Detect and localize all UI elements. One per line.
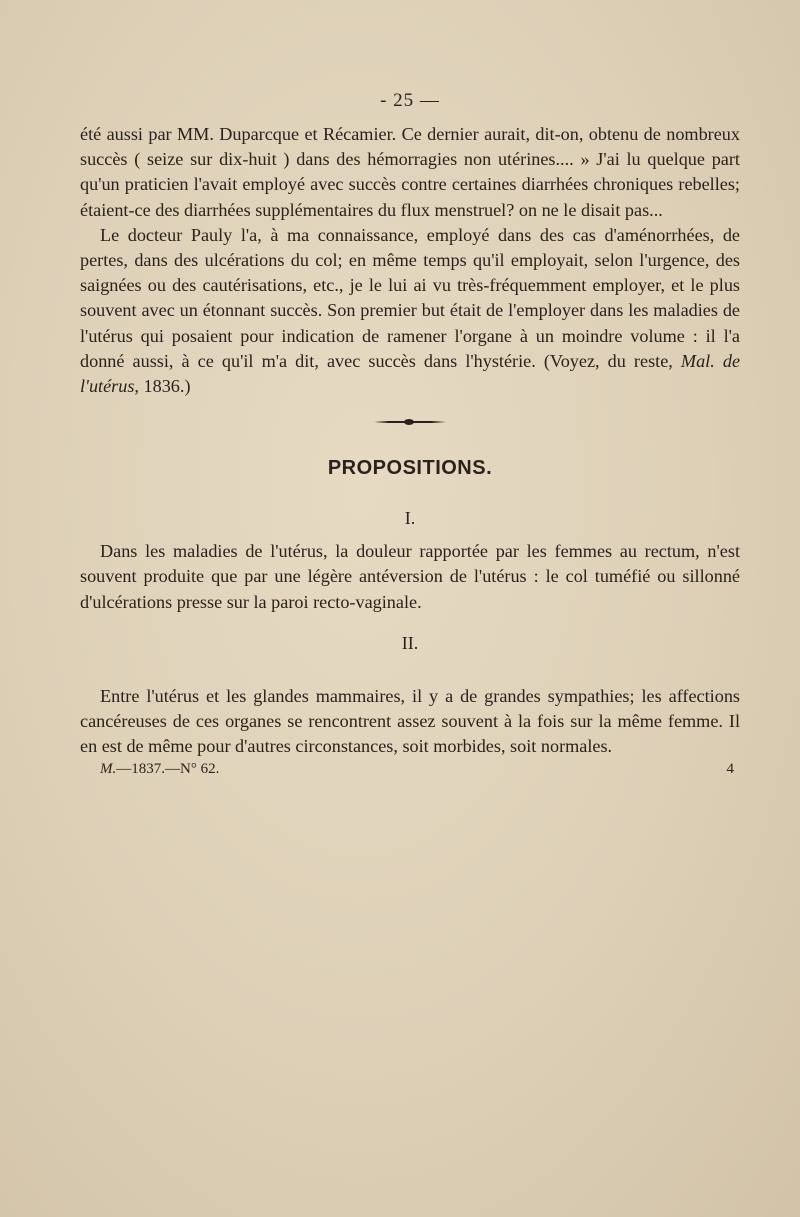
paragraph-2-text: Le docteur Pauly l'a, à ma connaissance, employé dans des cas d'aménorrhées, de pertes, dans des ulcérations du col; en même temps qu'il employait, selon l'urgence, des saignées ou des cautérisations, etc., je le lui ai vu très-fréquemment employer, et le plus souvent avec un étonnant succès. Son premier but était de l'employer dans les maladies de l'utérus qui posaient pour indication de ramener l'organe à un moindre volume : il l'a donné aussi, à ce qu'il m'a dit, avec succès dans l'hystérie. (Voyez, du reste, (80, 224, 740, 371)
footer (80, 761, 740, 785)
paragraph-2 (80, 223, 740, 399)
proposition-2-numeral: II. (401, 632, 419, 653)
printer-signature (100, 761, 219, 778)
paragraph-1: été aussi par MM. Duparcque et Récamier. Ce dernier aurait, dit-on, obtenu de nombreux succès ( seize sur dix-huit ) dans des hémorragies non utérines.... » J'ai lu quelque part qu'un praticien l'avait employé avec succès contre certaines diarrhées chroniques rebelles; étaient-ce des diarrhées supplémentaires du flux menstruel? on ne le disait pas... (80, 124, 740, 220)
proposition-1-numeral: I. (404, 508, 416, 529)
reference-after: , 1836.) (134, 376, 191, 397)
reference-title: Mal. de l'utérus (80, 350, 741, 397)
signature-rest: —1837.—N° 62. (116, 761, 220, 778)
sheet-number: 4 (726, 761, 734, 778)
proposition-1-text: Dans les maladies de l'utérus, la douleur rapportée par les femmes au rectum, n'est souvent produite que par une légère antéversion de l'utérus : le col tuméfié ou sillonné d'ulcérations presse sur la paroi recto-vaginale. (80, 541, 740, 612)
signature-letter: M. (100, 761, 117, 778)
text-block (80, 90, 740, 785)
section-divider (374, 421, 446, 423)
section-title: PROPOSITIONS. (327, 457, 493, 480)
proposition-2-text: Entre l'utérus et les glandes mammaires, il y a de grandes sympathies; les affections cancéreuses de ces organes se rencontrent assez souvent à la fois sur la même femme. Il en est de même pour d'autres circonstances, soit morbides, soit normales. (80, 685, 740, 757)
page-number: - 25 — (380, 90, 440, 111)
